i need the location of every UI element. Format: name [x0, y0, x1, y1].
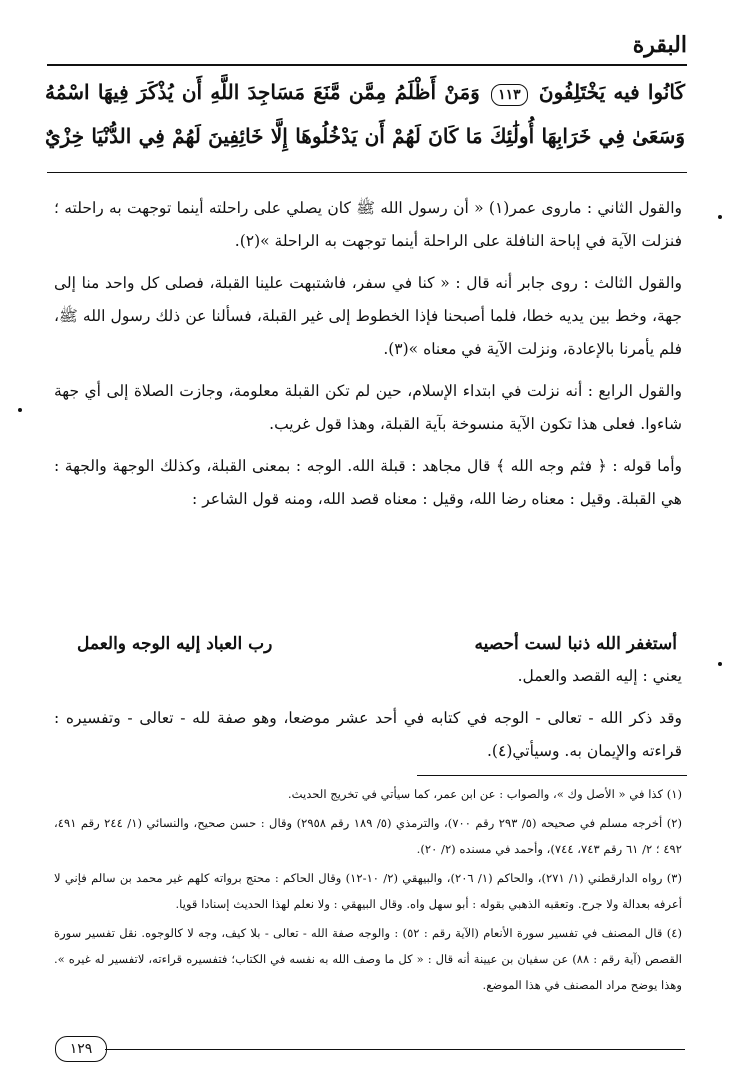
quran-divider	[47, 172, 687, 173]
quran-line1-start: كَانُوا فيه يَخْتَلِفُونَ	[538, 80, 685, 104]
footnotes	[54, 781, 682, 998]
verse-first-hemistich: أستغفر الله ذنبا لست أحصيه	[474, 634, 677, 654]
quran-line2: وَسَعَىٰ فِي خَرَابِهَا أُولَٰئِكَ مَا كَانَ لَهُمْ أَن يَدْخُلُوهَا إِلَّا خَائِفِينَ لَهُمْ فِي الدُّنْيَا خِزْيٌ	[45, 124, 685, 148]
quran-line1-end: وَمَنْ أَظْلَمُ مِمَّن مَّنَعَ مَسَاجِدَ اللَّهِ أَن يُذْكَرَ فِيهَا اسْمُهُ	[45, 80, 480, 104]
paragraph-second-opinion: والقول الثاني : ماروى عمر(١) « أن رسول الله ﷺ كان يصلي على راحلته أينما توجهت به راحلته ؛ فنزلت الآية في إباحة النافلة على الراحلة أينما توجهت به الراحلة »(٢).	[54, 199, 682, 250]
ayah-number-marker: ١١٣	[491, 84, 528, 106]
page-header	[47, 30, 687, 66]
margin-mark	[718, 662, 722, 666]
commentary-upper	[54, 192, 682, 516]
paragraph-meaning: يعني : إليه القصد والعمل.	[517, 667, 682, 685]
footnote-4: (٤) قال المصنف في تفسير سورة الأنعام (الآية رقم : ٥٢) : والوجه صفة الله - تعالى - بلا كيف، وجه لا كالوجوه. نقل تفسير سورة القصص (آية رقم : ٨٨) عن سفيان بن عيينة أنه قال : « كل ما وصف الله به نفسه في الكتاب؛ فتفسيره قراءته، لاتفسير له غيره ». وهذا يوضح مراد المصنف في هذا الموضع.	[54, 926, 682, 992]
verse-second-hemistich: رب العباد إليه الوجه والعمل	[77, 634, 273, 654]
surah-title: البقرة	[632, 32, 687, 58]
paragraph-wajh-explanation: وأما قوله : ﴿ فثم وجه الله ﴾ قال مجاهد : قبلة الله. الوجه : بمعنى القبلة، وكذلك الوجهة والجهة : هي القبلة. وقيل : معناه رضا الله، وقيل : معناه قصد الله، ومنه قول الشاعر :	[54, 457, 682, 508]
paragraph-wajh-attribute: وقد ذكر الله - تعالى - الوجه في كتابه في أحد عشر موضعا، وهو صفة لله - تعالى - وتفسيره : قراءته والإيمان به. وسيأتي(٤).	[54, 709, 682, 760]
paragraph-third-opinion: والقول الثالث : روى جابر أنه قال : « كنا في سفر، فاشتبهت علينا القبلة، فصلى كل واحد منا إلى جهة، وخط بين يديه خطا، فلما أصبحنا فإذا الخطوط إلى غير القبلة، فسألنا عن ذلك رسول الله ﷺ، فلم يأمرنا بالإعادة، ونزلت الآية في معناه »(٣).	[54, 274, 682, 358]
page-footer-rule	[105, 1049, 685, 1050]
quran-verse-block	[45, 70, 685, 158]
footnote-2: (٢) أخرجه مسلم في صحيحه (٥/ ٢٩٣ رقم ٧٠٠)، والترمذي (٥/ ١٨٩ رقم ٢٩٥٨) وقال : حسن صحيح، والنسائي (١/ ٢٤٤ رقم ٤٩١، ٤٩٢ ؛ ٢/ ٦١ رقم ٧٤٣، ٧٤٤)، وأحمد في مسنده (٢/ ٢٠).	[54, 816, 682, 856]
footnote-divider	[417, 775, 687, 776]
paragraph-fourth-opinion: والقول الرابع : أنه نزلت في ابتداء الإسلام، حين لم تكن القبلة معلومة، وجازت الصلاة إلى أي جهة شاءوا. فعلى هذا تكون الآية منسوخة بآية القبلة، وهذا قول غريب.	[54, 382, 682, 433]
footnote-1: (١) كذا في « الأصل وك »، والصواب : عن ابن عمر، كما سيأتي في تخريج الحديث.	[287, 787, 682, 801]
margin-mark	[718, 215, 722, 219]
footnote-3: (٣) رواه الدارقطني (١/ ٢٧١)، والحاكم (١/ ٢٠٦)، والبيهقي (٢/ ١٠-١٢) وقال الحاكم : محتج برواته كلهم غير محمد بن سالم فإني لا أعرفه بعدالة ولا جرح. وتعقبه الذهبي بقوله : أبو سهل واه. وقال البيهقي : ولا نعلم لهذا الحديث إسنادا قويا.	[54, 871, 683, 911]
page-number: ١٢٩	[55, 1036, 107, 1062]
commentary-lower	[54, 660, 682, 768]
margin-mark	[18, 408, 22, 412]
